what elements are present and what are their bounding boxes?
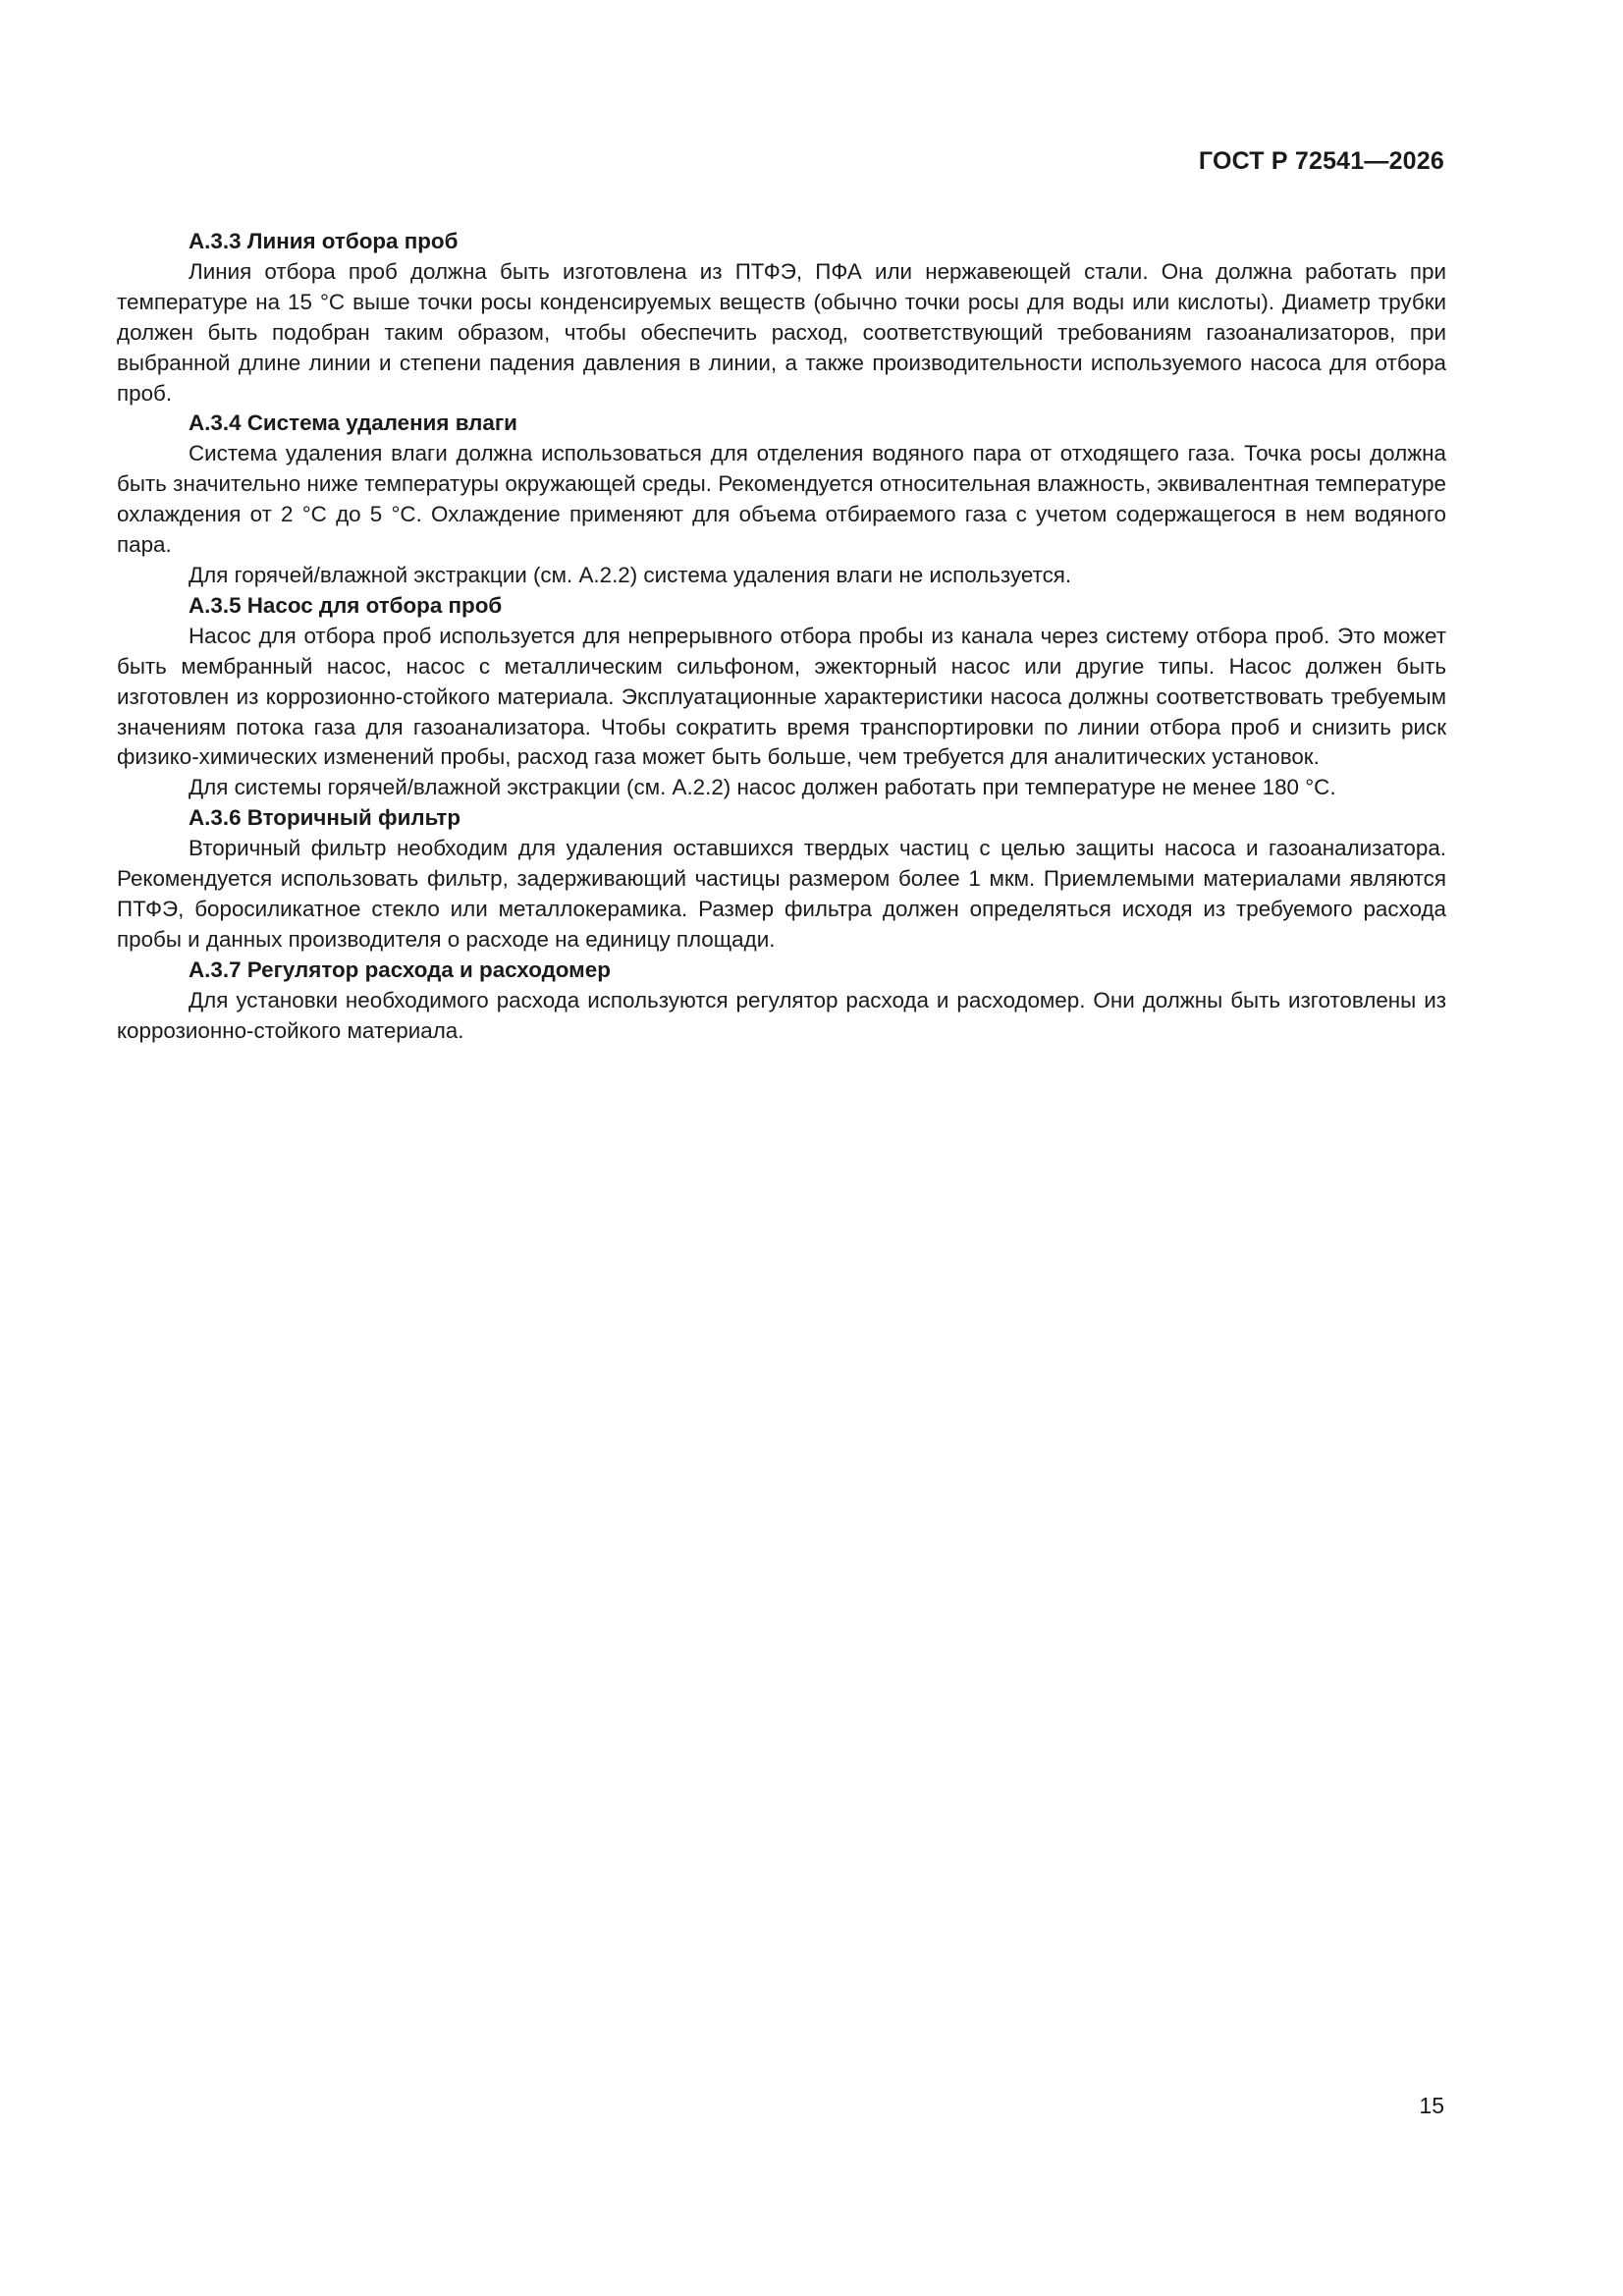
paragraph: Вторичный фильтр необходим для удаления оставшихся твердых частиц с целью защиты насоса и газоанализатора. Рекомендуется использовать фильтр, задерживающий частицы размером более 1 мкм. Приемлемыми материалами являются ПТФЭ, боросиликатное стекло или металлокерамика. Размер фильтра должен определяться исходя из требуемого расхода пробы и данных производителя о расходе на единицу площади. [117, 836, 1446, 952]
document-body [117, 227, 1446, 1046]
paragraph: Для горячей/влажной экстракции (см. А.2.2) система удаления влаги не используется. [189, 562, 1072, 587]
paragraph: Система удаления влаги должна использоваться для отделения водяного пара от отходящего газа. Точка росы должна быть значительно ниже температуры окружающей среды. Рекомендуется относительная влажность, эквивалентная температуре охлаждения от 2 °С до 5 °С. Охлаждение применяют для объема отбираемого газа с учетом содержащегося в нем водяного пара. [117, 441, 1446, 558]
paragraph: Линия отбора проб должна быть изготовлена из ПТФЭ, ПФА или нержавеющей стали. Она должна работать при температуре на 15 °С выше точки росы конденсируемых веществ (обычно точки росы для воды или кислоты). Диаметр трубки должен быть подобран таким образом, чтобы обеспечить расход, соответствующий требованиям газоанализаторов, при выбранной длине линии и степени падения давления в линии, а также производительности используемого насоса для отбора проб. [117, 258, 1446, 406]
paragraph: Для установки необходимого расхода используются регулятор расхода и расходомер. Они должны быть изготовлены из коррозионно-стойкого материала. [117, 987, 1446, 1043]
paragraph: Для системы горячей/влажной экстракции (см. А.2.2) насос должен работать при температуре не менее 180 °С. [189, 775, 1336, 800]
section-heading-a36: А.3.6 Вторичный фильтр [189, 805, 461, 831]
section-heading-a33: А.3.3 Линия отбора проб [189, 229, 459, 253]
standard-header: ГОСТ Р 72541—2026 [1198, 147, 1444, 175]
section-heading-a37: А.3.7 Регулятор расхода и расходомер [189, 957, 611, 982]
section-heading-a34: А.3.4 Система удаления влаги [189, 410, 517, 436]
paragraph: Насос для отбора проб используется для непрерывного отбора пробы из канала через систему отбора проб. Это может быть мембранный насос, насос с металлическим сильфоном, эжекторный насос или другие типы. Насос должен быть изготовлен из коррозионно-стойкого материала. Эксплуатационные характеристики насоса должны соответствовать требуемым значениям потока газа для газоанализатора. Чтобы сократить время транспортировки по линии отбора проб и снизить риск физико-химических изменений пробы, расход газа может быть больше, чем требуется для аналитических установок. [117, 623, 1446, 770]
page-number: 15 [1419, 2093, 1444, 2118]
section-heading-a35: А.3.5 Насос для отбора проб [189, 592, 503, 618]
